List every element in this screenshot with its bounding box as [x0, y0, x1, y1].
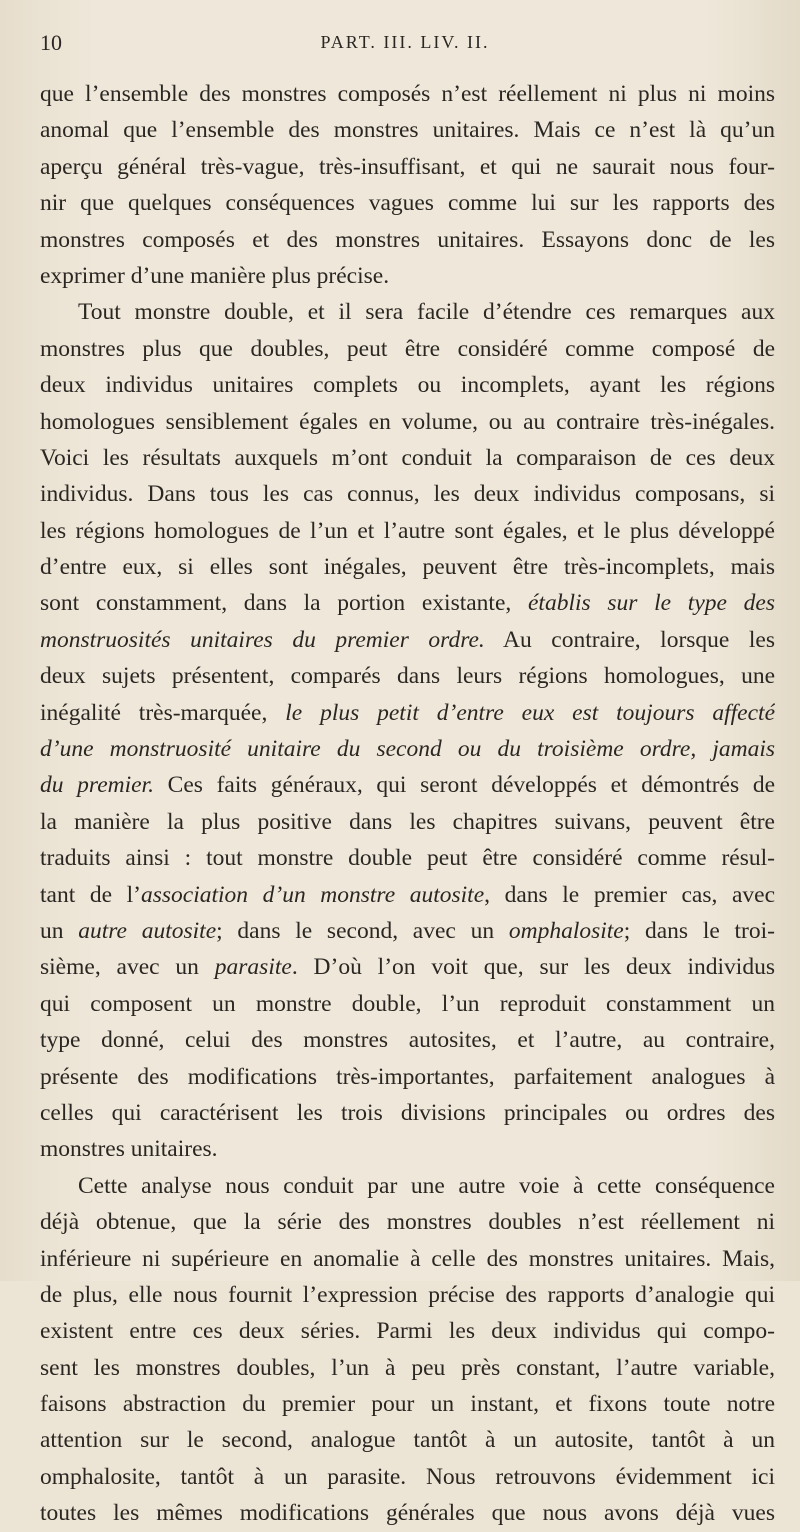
- text-segment: deux individus unitaires complets ou incomplets, ayant les régions: [40, 372, 775, 399]
- text-line: [40, 1059, 775, 1095]
- text-segment: monstres unitaires.: [40, 1136, 218, 1163]
- text-segment: deux sujets présentent, comparés dans leurs régions homologues, une: [40, 663, 775, 690]
- text-segment: Au contraire, lorsque les: [484, 626, 775, 653]
- text-segment: individus. Dans tous les cas connus, les deux individus composans, si: [40, 481, 775, 508]
- text-segment: aperçu général très-vague, très-insuffisant, et qui ne saurait nous four-: [40, 153, 775, 180]
- text-segment: Cette analyse nous conduit par une autre voie à cette conséquence: [78, 1172, 775, 1199]
- text-segment: exprimer d’une manière plus précise.: [40, 262, 390, 289]
- text-segment: tant de l’: [40, 881, 141, 908]
- text-line: [40, 840, 775, 876]
- text-line: [40, 476, 775, 512]
- text-line: [40, 440, 775, 476]
- text-line: [40, 731, 775, 767]
- italic-segment: omphalosite: [508, 917, 624, 944]
- text-segment: qui composent un monstre double, l’un reproduit constamment un: [40, 990, 775, 1017]
- text-line: [40, 1168, 775, 1204]
- text-segment: existent entre ces deux séries. Parmi les deux individus qui compo-: [40, 1318, 775, 1345]
- text-line: [40, 1313, 775, 1349]
- running-head: PART. III. LIV. II.: [320, 32, 490, 52]
- text-segment: celles qui caractérisent les trois divisions principales ou ordres des: [40, 1099, 775, 1126]
- text-segment: attention sur le second, analogue tantôt à un autosite, tantôt à un: [40, 1427, 775, 1454]
- text-line: [40, 404, 775, 440]
- text-line: [40, 258, 775, 294]
- text-line: [40, 1241, 775, 1277]
- text-segment: traduits ainsi : tout monstre double peut être considéré comme résul-: [40, 845, 775, 872]
- text-line: [40, 1459, 775, 1495]
- text-segment: nir que quelques conséquences vagues comme lui sur les rapports des: [40, 190, 775, 217]
- italic-segment: le plus petit d’entre eux est toujours affecté: [285, 699, 775, 726]
- text-line: [40, 949, 775, 985]
- text-line: [40, 1022, 775, 1058]
- text-segment: toutes les mêmes modifications générales que nous avons déjà vues: [40, 1500, 775, 1527]
- text-segment: inégalité très-marquée,: [40, 699, 286, 726]
- text-segment: . D’où l’on voit que, sur les deux individus: [291, 954, 775, 981]
- text-line: [40, 1204, 775, 1240]
- text-segment: déjà obtenue, que la série des monstres doubles n’est réellement ni: [40, 1209, 775, 1236]
- text-line: [40, 1495, 775, 1531]
- text-line: [40, 585, 775, 621]
- text-segment: présente des modifications très-importantes, parfaitement analogues à: [40, 1063, 775, 1090]
- italic-segment: parasite: [214, 954, 292, 981]
- text-segment: de plus, elle nous fournit l’expression précise des rapports d’analogie qui: [40, 1281, 775, 1308]
- text-segment: ; dans le troi-: [623, 917, 775, 944]
- page-header: [40, 30, 770, 58]
- italic-segment: autre autosite: [78, 917, 217, 944]
- text-line: [40, 222, 775, 258]
- text-segment: anomal que l’ensemble des monstres unitaires. Mais ce n’est là qu’un: [40, 117, 775, 144]
- text-segment: que l’ensemble des monstres composés n’est réellement ni plus ni moins: [40, 81, 775, 107]
- text-line: [40, 986, 775, 1022]
- text-line: [40, 331, 775, 367]
- text-segment: omphalosite, tantôt à un parasite. Nous retrouvons évidemment ici: [40, 1463, 775, 1490]
- text-line: [40, 622, 775, 658]
- text-line: [40, 1350, 775, 1386]
- text-line: [40, 1131, 775, 1167]
- text-line: [40, 549, 775, 585]
- text-line: [40, 1422, 775, 1458]
- text-line: [40, 149, 775, 185]
- text-segment: un: [40, 917, 79, 944]
- text-segment: , dans le premier cas, avec: [484, 881, 775, 908]
- text-line: [40, 185, 775, 221]
- page-number: 10: [40, 30, 62, 55]
- italic-segment: du premier.: [40, 772, 154, 799]
- text-segment: monstres plus que doubles, peut être considéré comme composé de: [40, 335, 775, 362]
- italic-segment: établis sur le type des: [527, 590, 775, 617]
- text-segment: homologues sensiblement égales en volume, ou au contraire très-inégales.: [40, 408, 775, 435]
- text-line: [40, 76, 775, 112]
- text-line: [40, 913, 775, 949]
- text-segment: faisons abstraction du premier pour un instant, et fixons toute notre: [40, 1391, 775, 1418]
- text-segment: d’entre eux, si elles sont inégales, peuvent être très-incomplets, mais: [40, 554, 775, 581]
- text-line: [40, 1277, 775, 1313]
- text-segment: sième, avec un: [40, 954, 215, 981]
- text-line: [40, 1386, 775, 1422]
- text-segment: sont constamment, dans la portion existante,: [40, 590, 528, 617]
- text-segment: inférieure ni supérieure en anomalie à celle des monstres unitaires. Mais,: [40, 1245, 775, 1272]
- text-line: [40, 658, 775, 694]
- body-text: [40, 76, 775, 1532]
- text-segment: sent les monstres doubles, l’un à peu près constant, l’autre variable,: [40, 1354, 775, 1381]
- text-line: [40, 294, 775, 330]
- text-line: [40, 1095, 775, 1131]
- text-line: [40, 513, 775, 549]
- text-line: [40, 367, 775, 403]
- text-segment: Ces faits généraux, qui seront développés et démontrés de: [153, 772, 775, 799]
- text-line: [40, 877, 775, 913]
- text-segment: Tout monstre double, et il sera facile d’étendre ces remarques aux: [78, 299, 775, 326]
- text-segment: type donné, celui des monstres autosites, et l’autre, au contraire,: [40, 1027, 775, 1054]
- text-segment: les régions homologues de l’un et l’autre sont égales, et le plus développé: [40, 517, 775, 544]
- italic-segment: d’une monstruosité unitaire du second ou du troisième ordre, jamais: [40, 736, 775, 763]
- text-line: [40, 804, 775, 840]
- text-segment: la manière la plus positive dans les chapitres suivans, peuvent être: [40, 808, 775, 835]
- text-segment: ; dans le second, avec un: [216, 917, 509, 944]
- text-segment: Voici les résultats auxquels m’ont conduit la comparaison de ces deux: [40, 444, 775, 471]
- italic-segment: association d’un monstre autosite: [140, 881, 485, 908]
- text-line: [40, 767, 775, 803]
- text-line: [40, 112, 775, 148]
- text-line: [40, 695, 775, 731]
- text-segment: monstres composés et des monstres unitaires. Essayons donc de les: [40, 226, 775, 253]
- italic-segment: monstruosités unitaires du premier ordre.: [40, 626, 485, 653]
